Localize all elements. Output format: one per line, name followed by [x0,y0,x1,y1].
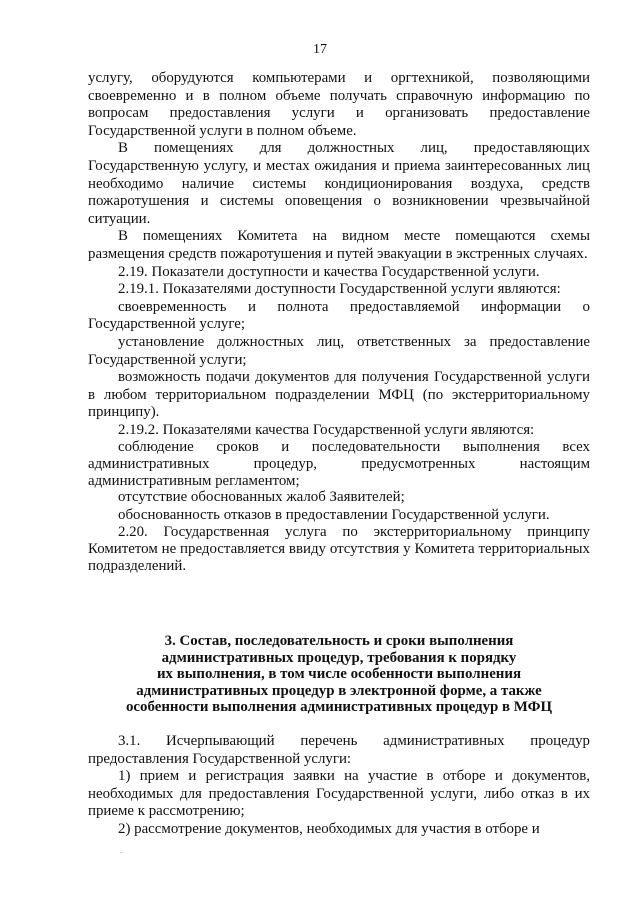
heading-line: административных процедур, требования к порядку [161,649,517,666]
section-2-body [88,70,590,574]
heading-line: особенности выполнения административных процедур в МФЦ [125,699,553,716]
section-3-body [88,733,590,839]
list-item-mfc-submission: возможность подачи документов для получения Государственной услуги в любом территориальном подразделении МФЦ (по экстерриториальному принципу). [88,369,590,421]
heading-line: их выполнения, в том числе особенности выполнения [156,666,522,683]
paragraph-premises: В помещениях для должностных лиц, предоставляющих Государственную услугу, и местах ожидания и приема заинтересованных лиц необходимо наличие системы кондиционирования воздуха, средств пожаротушения и системы оповещения о возникновении чрезвычайной ситуации. [88,140,590,227]
heading-line: 3. Состав, последовательность и сроки выполнения [164,633,514,649]
clause-2-20: 2.20. Государственная услуга по экстерриториальному принципу Комитетом не предоставляется ввиду отсутствия у Комитета территориальных подразделений. [88,524,590,574]
paragraph-evacuation-schemes: В помещениях Комитета на видном месте помещаются схемы размещения средств пожаротушения и путей эвакуации в экстренных случаях. [88,228,590,262]
scan-speck [120,852,123,853]
section-3-heading [88,633,590,716]
procedure-1: 1) прием и регистрация заявки на участие в отборе и документов, необходимых для предоставления Государственной услуги, либо отказ в их приеме к рассмотрению; [88,768,590,820]
clause-3-1: 3.1. Исчерпывающий перечень административных процедур предоставления Государственной услуги: [88,733,590,767]
clause-2-19: 2.19. Показатели доступности и качества Государственной услуги. [118,263,540,280]
list-item-timeliness: своевременность и полнота предоставляемой информации о Государственной услуге; [88,298,590,333]
list-item-refusals: обоснованность отказов в предоставлении Государственной услуги. [118,506,550,523]
page-number: 17 [313,42,327,57]
paragraph-equipment: услугу, оборудуются компьютерами и оргтехникой, позволяющими своевременно и в полном объеме получать справочную информацию по вопросам предоставления услуги и организовать предоставление Государственной услуги в полном объеме. [88,70,590,139]
list-item-deadlines: соблюдение сроков и последовательности выполнения всех административных процедур, предусмотренных настоящим административным регламентом; [88,439,590,489]
list-item-no-complaints: отсутствие обоснованных жалоб Заявителей; [118,489,405,506]
clause-2-19-2: 2.19.2. Показателями качества Государственной услуги являются: [118,421,535,438]
procedure-2: 2) рассмотрение документов, необходимых для участия в отборе и [118,820,540,837]
heading-line: административных процедур в электронной форме, а также [136,682,542,699]
clause-2-19-1: 2.19.1. Показателями доступности Государственной услуги являются: [118,281,561,298]
list-item-officials: установление должностных лиц, ответственных за предоставление Государственной услуги; [88,333,590,368]
